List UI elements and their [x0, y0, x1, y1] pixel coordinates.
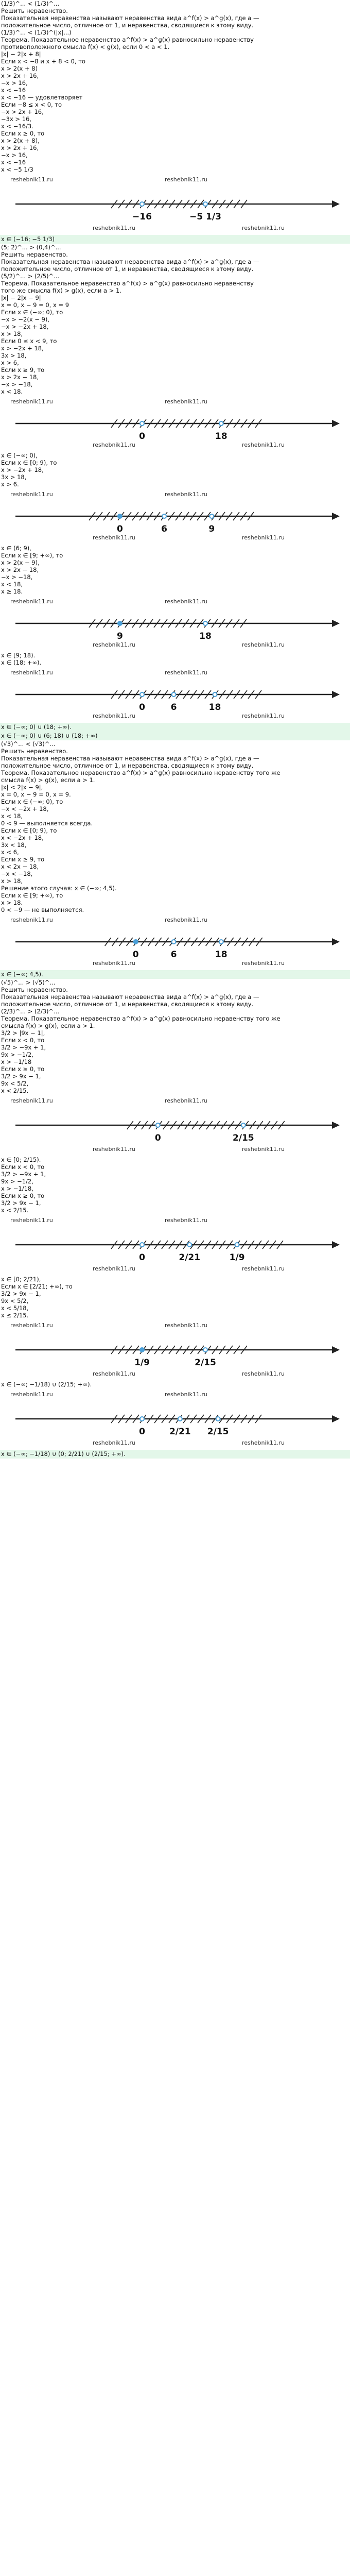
point-marker	[241, 1123, 246, 1127]
text-line: Теорема. Показательное неравенство a^f(x) > a^g(x) равносильно неравенству того же	[1, 769, 281, 776]
tick-label: −5 1/3	[189, 212, 221, 222]
text-line: |x| − 2|x − 9|	[1, 294, 41, 301]
text-line: |x| < 2|x − 9|,	[1, 784, 43, 791]
text-line: (√5)^... > (√5)^...	[1, 979, 56, 986]
axis-arrow	[332, 420, 340, 427]
tick-label: 0	[139, 431, 145, 442]
text-line: 3x > 18,	[1, 473, 27, 481]
text-line: x < 2/15.	[1, 1207, 29, 1214]
tick-label: 1/9	[229, 1252, 245, 1263]
watermark-text: reshebnik11.ru	[93, 442, 135, 448]
watermark-text: reshebnik11.ru	[93, 1370, 135, 1377]
watermark-text: reshebnik11.ru	[165, 491, 207, 498]
text-line: x > 6.	[1, 481, 19, 488]
text-line: x < 18.	[1, 388, 23, 395]
text-line: 3/2 > 9x − 1,	[1, 1073, 41, 1080]
watermark-text: reshebnik11.ru	[93, 534, 135, 541]
watermark-text: reshebnik11.ru	[165, 398, 207, 405]
watermark-text: reshebnik11.ru	[93, 713, 135, 719]
text-line: x = 0, x − 9 = 0, x = 9	[1, 301, 69, 309]
watermark-text: reshebnik11.ru	[242, 1439, 285, 1446]
watermark-text: reshebnik11.ru	[165, 1322, 207, 1329]
watermark-text: reshebnik11.ru	[93, 641, 135, 648]
text-line: Если x ∈ [2/21; +∞), то	[1, 1283, 73, 1290]
axis-arrow	[332, 200, 340, 208]
text-line: x > 18,	[1, 877, 23, 885]
text-line: x > −2x + 18,	[1, 466, 44, 473]
text-line: Если −8 ≤ x < 0, то	[1, 101, 62, 108]
tick-label: 0	[117, 524, 123, 534]
text-line: Если x ∈ (−∞; 0), то	[1, 798, 63, 805]
watermark-text: reshebnik11.ru	[165, 598, 207, 605]
axis-arrow	[332, 620, 340, 627]
tick-label: 9	[208, 524, 215, 534]
text-line: −x > −18,	[1, 381, 33, 388]
text-line: x < 6,	[1, 849, 19, 856]
text-line: x > −1/18	[1, 1058, 32, 1065]
text-line: |x| − 2|x + 8|	[1, 50, 41, 58]
text-block	[0, 452, 350, 488]
text-line: x ≥ 18.	[1, 588, 23, 595]
text-line: 0 < 9 — выполняется всегда.	[1, 820, 93, 827]
axis-arrow	[332, 1415, 340, 1422]
text-line: 3/2 > 9x − 1,	[1, 1290, 41, 1297]
text-line: Если x ≥ 0, то	[1, 1192, 45, 1199]
watermark-text: reshebnik11.ru	[93, 1439, 135, 1446]
text-block	[0, 1276, 350, 1319]
number-line-figure	[0, 173, 350, 235]
watermark-text: reshebnik11.ru	[165, 176, 207, 183]
text-line: Если x < 0, то	[1, 1037, 45, 1044]
answer-line: x ∈ (−16; −5 1/3)	[0, 235, 350, 244]
text-line: x > 6,	[1, 359, 19, 366]
point-marker	[140, 421, 144, 426]
point-marker	[203, 1348, 207, 1352]
watermark-text: reshebnik11.ru	[165, 669, 207, 676]
watermark-text: reshebnik11.ru	[10, 1322, 53, 1329]
watermark-text: reshebnik11.ru	[93, 1265, 135, 1272]
watermark-text: reshebnik11.ru	[93, 1146, 135, 1153]
tick-label: 2/15	[195, 1358, 216, 1368]
text-line: Теорема. Показательное неравенство a^f(x) > a^g(x) равносильно неравенству	[1, 36, 254, 43]
text-line: Решение этого случая: x ∈ (−∞; 4,5).	[1, 885, 117, 892]
text-line: 9x < 5/2,	[1, 1297, 29, 1304]
text-line: 3/2 > 9x − 1,	[1, 1199, 41, 1207]
tick-label: 0	[139, 1252, 145, 1263]
tick-label: 0	[132, 950, 139, 960]
number-line-figure	[0, 913, 350, 970]
watermark-text: reshebnik11.ru	[165, 1217, 207, 1224]
text-line: −x > 16,	[1, 151, 28, 159]
text-line: 0 < −9 — не выполняется.	[1, 906, 84, 913]
text-line: x ∈ (−∞; −1/18) ∪ (2/15; +∞).	[1, 1381, 92, 1388]
number-line-figure	[0, 666, 350, 723]
text-block	[0, 545, 350, 595]
axis-arrow	[332, 513, 340, 520]
text-line: x ∈ [0; 2/21),	[1, 1276, 41, 1283]
text-block	[0, 979, 350, 1094]
text-line: x ∈ (18; +∞).	[1, 659, 42, 666]
tick-label: 0	[154, 1133, 161, 1143]
text-line: (1/3)^... < (1/3)^...	[1, 0, 60, 7]
watermark-text: reshebnik11.ru	[242, 1146, 285, 1153]
watermark-text: reshebnik11.ru	[242, 1265, 285, 1272]
text-line: Если x ≥ 0, то	[1, 130, 45, 137]
answer-line: x ∈ (−∞; 0) ∪ (6; 18) ∪ (18; +∞)	[0, 732, 350, 740]
axis-arrow	[332, 691, 340, 698]
text-block	[0, 1381, 350, 1388]
text-line: Если x < −8 и x + 8 < 0, то	[1, 58, 85, 65]
text-line: x > 18,	[1, 330, 23, 337]
answer-block	[0, 723, 350, 740]
text-line: x < 2/15.	[1, 1087, 29, 1094]
watermark-text: reshebnik11.ru	[242, 1370, 285, 1377]
point-marker	[219, 940, 223, 944]
number-line-figure	[0, 1094, 350, 1156]
text-line: 3x < 18,	[1, 841, 27, 849]
text-line: Показательная неравенства называют неравенства вида a^f(x) > a^g(x), где a —	[1, 14, 259, 22]
text-line: x < −16/3.	[1, 123, 33, 130]
text-line: Если x ≥ 0, то	[1, 1065, 45, 1073]
text-line: Теорема. Показательное неравенство a^f(x) > a^g(x) равносильно неравенству того же	[1, 1015, 281, 1022]
watermark-text: reshebnik11.ru	[165, 1391, 207, 1398]
text-line: Если x ∈ (−∞; 0), то	[1, 309, 63, 316]
point-marker	[118, 621, 122, 625]
text-line: x ∈ (−∞; 0),	[1, 452, 38, 459]
watermark-text: reshebnik11.ru	[10, 176, 53, 183]
text-line: (√3)^... < (√3)^...	[1, 740, 56, 748]
text-line: 3/2 > −9x + 1,	[1, 1044, 46, 1051]
tick-label: 1/9	[134, 1358, 150, 1368]
text-line: x > 2x − 18,	[1, 374, 39, 381]
number-line-figure	[0, 1214, 350, 1276]
text-line: x > 2x − 18,	[1, 566, 39, 573]
text-line: положительное число, отличное от 1, и неравенства, сводящиеся к этому виду.	[1, 22, 254, 29]
text-line: x > 18.	[1, 899, 23, 906]
text-line: 3/2 > −9x + 1,	[1, 1171, 46, 1178]
tick-label: 9	[117, 631, 123, 641]
point-marker	[203, 621, 207, 625]
point-marker	[203, 202, 207, 206]
point-marker	[213, 692, 217, 697]
text-line: x ∈ (6; 9),	[1, 545, 31, 552]
text-line: Если x ≥ 9, то	[1, 366, 45, 374]
text-line: x < −2x + 18,	[1, 834, 44, 841]
tick-label: 18	[208, 702, 221, 713]
text-line: x > 2x + 16,	[1, 72, 39, 79]
text-block	[0, 1156, 350, 1214]
text-line: Показательная неравенства называют неравенства вида a^f(x) > a^g(x), где a —	[1, 993, 259, 1001]
tick-label: 18	[199, 631, 212, 641]
point-marker	[140, 202, 144, 206]
text-line: x = 0, x − 9 = 0, x = 9.	[1, 791, 71, 798]
text-line: смысла f(x) > g(x), если a > 1.	[1, 776, 95, 784]
text-line: x < −5 1/3	[1, 166, 33, 173]
text-line: −x < −18,	[1, 870, 33, 877]
point-marker	[219, 421, 223, 426]
text-line: положительное число, отличное от 1, и неравенства, сводящиеся к этому виду.	[1, 762, 254, 769]
number-line-figure	[0, 1388, 350, 1450]
tick-label: 2/21	[169, 1427, 191, 1437]
text-line: Решить неравенство.	[1, 251, 68, 258]
tick-label: 18	[215, 950, 227, 960]
text-line: x < 18,	[1, 581, 23, 588]
watermark-text: reshebnik11.ru	[242, 641, 285, 648]
text-line: того же смысла f(x) > g(x), если a > 1.	[1, 287, 122, 294]
text-line: Показательная неравенства называют неравенства вида a^f(x) > a^g(x), где a —	[1, 258, 259, 265]
text-line: x < −16 — удовлетворяет	[1, 94, 83, 101]
text-line: x ∈ [0; 2/15).	[1, 1156, 41, 1163]
watermark-text: reshebnik11.ru	[165, 917, 207, 923]
number-line-figure	[0, 1319, 350, 1381]
watermark-text: reshebnik11.ru	[10, 1217, 53, 1224]
text-line: x > 2(x − 9),	[1, 559, 40, 566]
text-line: положительное число, отличное от 1, и неравенства, сводящиеся к этому виду.	[1, 1001, 254, 1008]
watermark-text: reshebnik11.ru	[10, 598, 53, 605]
text-line: Если x ∈ [0; 9), то	[1, 827, 57, 834]
number-line-figure	[0, 395, 350, 452]
text-line: 9x < 5/2,	[1, 1080, 29, 1087]
number-line-figure	[0, 488, 350, 545]
text-line: −x > 2x + 16,	[1, 108, 44, 115]
point-marker	[162, 514, 166, 518]
answer-block	[0, 1450, 350, 1459]
text-line: Решить неравенство.	[1, 748, 68, 755]
text-line: Решить неравенство.	[1, 7, 68, 14]
watermark-text: reshebnik11.ru	[242, 225, 285, 231]
axis-arrow	[332, 1346, 340, 1353]
text-line: Если x ≥ 9, то	[1, 856, 45, 863]
text-block	[0, 740, 350, 913]
point-marker	[172, 940, 176, 944]
axis-arrow	[332, 1122, 340, 1129]
axis-arrow	[332, 1241, 340, 1248]
text-line: Решить неравенство.	[1, 986, 68, 993]
watermark-text: reshebnik11.ru	[242, 534, 285, 541]
answer-line: x ∈ (−∞; −1/18) ∪ (0; 2/21) ∪ (2/15; +∞).	[0, 1450, 350, 1459]
point-marker	[209, 514, 214, 518]
text-line: x > 2(x + 8)	[1, 65, 38, 72]
text-line: x < −16	[1, 159, 26, 166]
watermark-text: reshebnik11.ru	[242, 713, 285, 719]
text-line: Если x ∈ [9; +∞), то	[1, 552, 63, 559]
watermark-text: reshebnik11.ru	[93, 960, 135, 967]
text-line: Если 0 ≤ x < 9, то	[1, 337, 57, 345]
text-line: −3x > 16,	[1, 115, 31, 123]
text-line: Если x ∈ [9; +∞), то	[1, 892, 63, 899]
watermark-text: reshebnik11.ru	[10, 669, 53, 676]
text-block	[0, 652, 350, 666]
point-marker	[216, 1417, 220, 1421]
text-block	[0, 0, 350, 173]
text-line: −x < −2x + 18,	[1, 805, 49, 812]
text-line: положительное число, отличное от 1, и неравенства, сводящиеся к этому виду.	[1, 265, 254, 273]
text-line: (1/3)^... < (1/3)^(|x|...)	[1, 29, 72, 36]
point-marker	[140, 1348, 144, 1352]
tick-label: 6	[161, 524, 167, 534]
text-line: смысла f(x) > g(x), если a > 1.	[1, 1022, 95, 1029]
point-marker	[156, 1123, 160, 1127]
text-line: x < 5/18,	[1, 1304, 29, 1312]
tick-label: 6	[170, 702, 177, 713]
text-line: (2/3)^... > (2/3)^...	[1, 1008, 60, 1015]
tick-label: −16	[132, 212, 152, 222]
text-line: Если x < 0, то	[1, 1163, 45, 1171]
answer-block	[0, 970, 350, 979]
point-marker	[140, 1243, 144, 1247]
tick-label: 2/15	[232, 1133, 254, 1143]
point-marker	[140, 1417, 144, 1421]
answer-line: x ∈ (−∞; 4,5).	[0, 970, 350, 979]
text-line: x > −2x + 18,	[1, 345, 44, 352]
point-marker	[134, 940, 138, 944]
text-line: x < −16	[1, 87, 26, 94]
axis-arrow	[332, 938, 340, 945]
tick-label: 18	[215, 431, 227, 442]
point-marker	[118, 514, 122, 518]
text-line: Показательная неравенства называют неравенства вида a^f(x) > a^g(x), где a —	[1, 755, 259, 762]
text-line: 9x > −1/2,	[1, 1051, 33, 1058]
tick-label: 0	[139, 1427, 145, 1437]
text-line: Теорема. Показательное неравенство a^f(x) > a^g(x) равносильно неравенству	[1, 280, 254, 287]
text-line: x < 2x − 18,	[1, 863, 39, 870]
tick-label: 2/21	[179, 1252, 201, 1263]
text-line: x < 18,	[1, 812, 23, 820]
tick-label: 2/15	[207, 1427, 229, 1437]
text-line: 3/2 > |9x − 1|,	[1, 1029, 45, 1037]
point-marker	[172, 692, 176, 697]
text-line: x ≤ 2/15.	[1, 1312, 29, 1319]
text-line: −x > −2x + 18,	[1, 323, 49, 330]
watermark-text: reshebnik11.ru	[93, 225, 135, 231]
text-line: 9x > −1/2,	[1, 1178, 33, 1185]
watermark-text: reshebnik11.ru	[10, 1097, 53, 1104]
text-line: −x > 16,	[1, 79, 28, 87]
answer-block	[0, 235, 350, 244]
point-marker	[140, 692, 144, 697]
watermark-text: reshebnik11.ru	[242, 960, 285, 967]
text-line: x > 2x + 16,	[1, 144, 39, 151]
text-line: (5; 2)^... > (0,4)^...	[1, 244, 61, 251]
text-line: (5/2)^... > (2/5)^...	[1, 273, 60, 280]
watermark-text: reshebnik11.ru	[242, 442, 285, 448]
tick-label: 6	[170, 950, 177, 960]
text-line: x > −1/18,	[1, 1185, 33, 1192]
text-line: x ∈ [9; 18).	[1, 652, 36, 659]
text-line: противоположного смысла f(x) < g(x), если 0 < a < 1.	[1, 43, 170, 50]
text-line: x > 2(x + 8),	[1, 137, 40, 144]
number-line-figure	[0, 595, 350, 652]
watermark-text: reshebnik11.ru	[10, 917, 53, 923]
text-block	[0, 244, 350, 395]
watermark-text: reshebnik11.ru	[10, 398, 53, 405]
text-line: 3x > 18,	[1, 352, 27, 359]
tick-label: 0	[139, 702, 145, 713]
point-marker	[187, 1243, 191, 1247]
watermark-text: reshebnik11.ru	[10, 491, 53, 498]
point-marker	[178, 1417, 182, 1421]
answer-line: x ∈ (−∞; 0) ∪ (18; +∞).	[0, 723, 350, 732]
watermark-text: reshebnik11.ru	[165, 1097, 207, 1104]
watermark-text: reshebnik11.ru	[10, 1391, 53, 1398]
text-line: −x > −18,	[1, 573, 33, 581]
point-marker	[235, 1243, 239, 1247]
text-line: −x > −2(x − 9),	[1, 316, 50, 323]
text-line: Если x ∈ [0; 9), то	[1, 459, 57, 466]
